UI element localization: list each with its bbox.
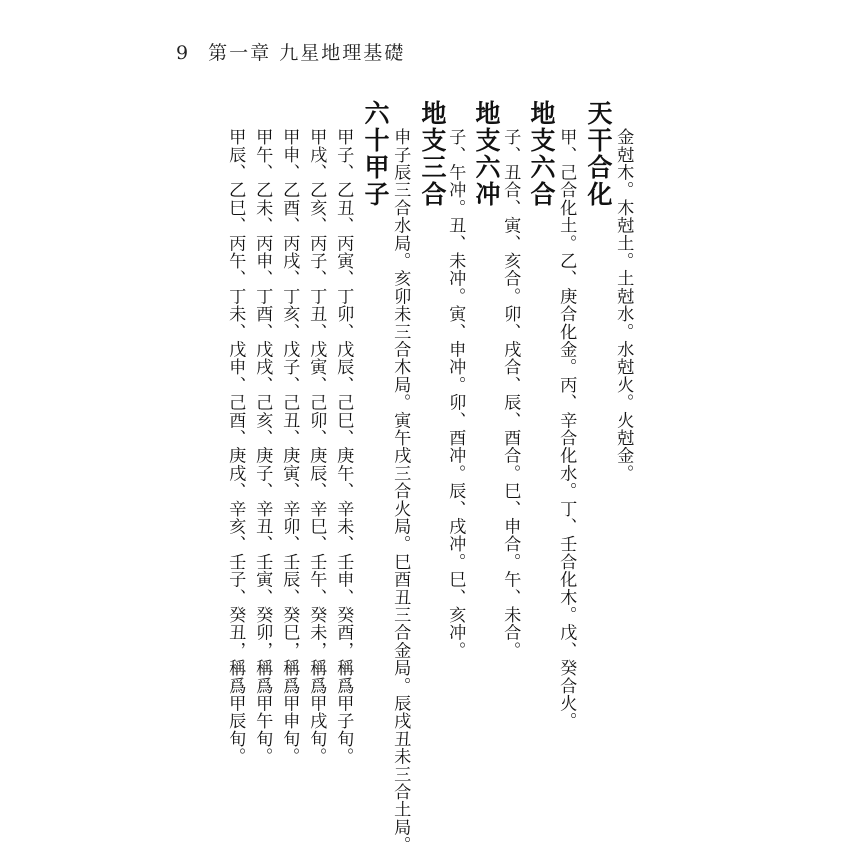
intro-line: 金尅木。木尅土。土尅水。水尅火。火尅金。 xyxy=(613,128,634,482)
jiazi-line-4: 甲午、乙未、丙申、丁酉、戊戌、己亥、庚子、辛丑、壬寅、癸卯，稱爲甲午旬。 xyxy=(252,128,273,766)
section-heading-liuchong: 地支六冲 xyxy=(472,100,501,208)
section-line-tiangan: 甲、己合化土。乙、庚合化金。丙、辛合化水。丁、壬合化木。戊、癸合火。 xyxy=(556,128,577,730)
section-line-sanhe: 申子辰三合水局。亥卯未三合木局。寅午戌三合火局。巳酉丑三合金局。辰戌丑未三合土局。 xyxy=(390,128,411,854)
running-head xyxy=(176,38,405,65)
page-number: 9 xyxy=(176,42,191,64)
section-heading-sanhe: 地支三合 xyxy=(418,100,447,208)
section-heading-liuhe: 地支六合 xyxy=(527,100,556,208)
jiazi-line-3: 甲申、乙酉、丙戌、丁亥、戊子、己丑、庚寅、辛卯、壬辰、癸巳，稱爲甲申旬。 xyxy=(279,128,300,766)
jiazi-line-1: 甲子、乙丑、丙寅、丁卯、戊辰、己巳、庚午、辛未、壬申、癸酉，稱爲甲子旬。 xyxy=(333,128,354,766)
jiazi-line-2: 甲戌、乙亥、丙子、丁丑、戊寅、己卯、庚辰、辛巳、壬午、癸未，稱爲甲戌旬。 xyxy=(306,128,327,766)
section-line-liuhe: 子、丑合、寅、亥合。卯、戌合、辰、酉合。巳、申合。午、未合。 xyxy=(500,128,521,659)
chapter-title: 九星地理基礎 xyxy=(279,42,406,64)
section-heading-liushi-jiazi: 六十甲子 xyxy=(361,100,390,208)
jiazi-line-5: 甲辰、乙巳、丙午、丁未、戊申、己酉、庚戌、辛亥、壬子、癸丑，稱爲甲辰旬。 xyxy=(225,128,246,766)
section-heading-tiangan: 天干合化 xyxy=(584,100,613,208)
section-line-liuchong: 子、午冲。丑、未冲。寅、申冲。卯、酉冲。辰、戌冲。巳、亥冲。 xyxy=(445,128,466,659)
chapter-label: 第一章 xyxy=(208,42,272,64)
